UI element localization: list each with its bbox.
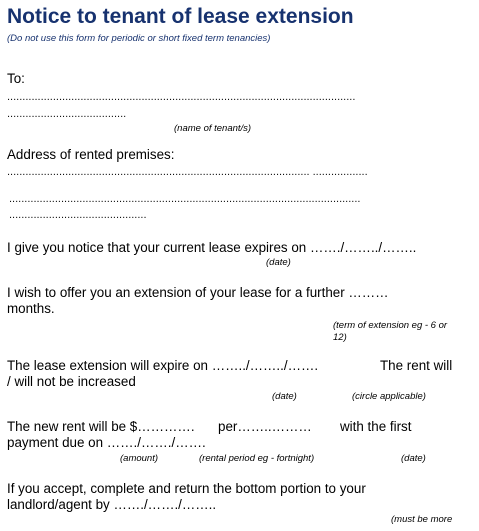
new-rent-amount-text: The new rent will be $…………. (7, 419, 195, 434)
form-subtitle: (Do not use this form for periodic or short fixed term tenancies) (7, 33, 271, 44)
rent-increase-text-line-2: / will not be increased (7, 374, 136, 389)
expiry-date-hint: (date) (266, 257, 291, 268)
term-hint-line-2: 12) (333, 332, 347, 343)
accept-text-line-2: landlord/agent by ……./……./…….. (7, 497, 217, 512)
payment-due-text: payment due on ……./……./……. (7, 435, 206, 450)
address-label: Address of rented premises: (7, 147, 175, 162)
offer-text-line-2: months. (7, 301, 55, 316)
form-title: Notice to tenant of lease extension (7, 5, 354, 28)
tenant-name-line-1[interactable]: .................................................................................................................. (7, 91, 356, 103)
return-by-hint: (must be more (391, 514, 453, 525)
address-line-1[interactable]: ................................................................................................... .................. (7, 166, 368, 178)
accept-text-line-1: If you accept, complete and return the bottom portion to your (7, 481, 366, 496)
rent-period-text: per……..……… (218, 419, 312, 434)
payment-date-hint: (date) (401, 453, 426, 464)
extension-expiry-text: The lease extension will expire on ……../……../……. (7, 358, 319, 373)
offer-text-line-1: I wish to offer you an extension of your lease for a further ……… (7, 285, 389, 300)
first-payment-text: with the first (340, 419, 412, 434)
to-label: To: (7, 71, 25, 86)
address-line-2[interactable]: ................................................................................................................... (9, 193, 361, 205)
expiry-text: I give you notice that your current lease expires on ……./……../…….. (7, 240, 417, 255)
amount-hint: (amount) (120, 453, 159, 464)
address-line-3[interactable]: ............................................. (9, 209, 147, 221)
tenant-name-hint: (name of tenant/s) (174, 123, 252, 134)
extension-date-hint: (date) (272, 391, 297, 402)
term-hint-line-1: (term of extension eg - 6 or (333, 320, 448, 331)
circle-applicable-hint: (circle applicable) (352, 391, 426, 402)
rent-increase-text: The rent will (380, 358, 453, 373)
tenant-name-line-2[interactable]: ....................................... (7, 108, 127, 120)
rental-period-hint: (rental period eg - fortnight) (199, 453, 315, 464)
